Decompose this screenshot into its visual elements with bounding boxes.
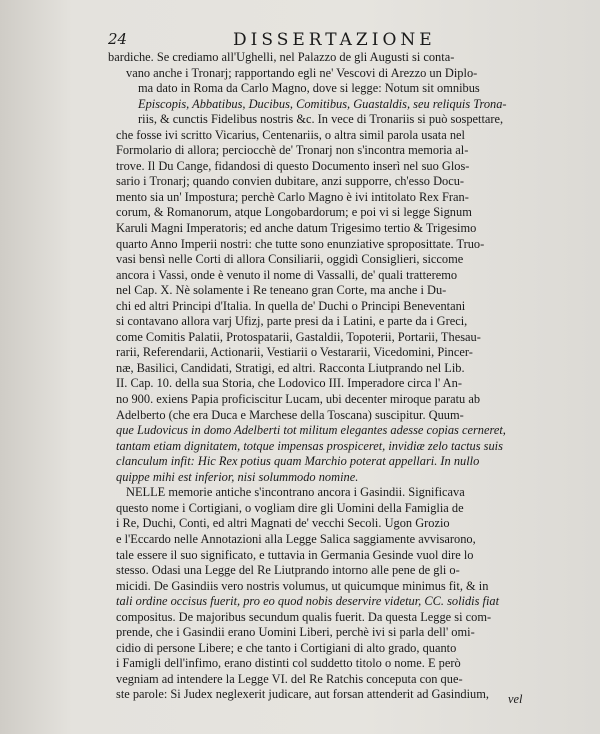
text-line: ste parole: Si Judex neglexerit judicare, aut forsan attenderit ad Gasindium, (116, 687, 489, 702)
text-line: Formolario di allora; perciocchè de' Tronarj non s'incontra memoria al- (116, 143, 469, 158)
text-line: si contavano allora varj Ufizj, parte presi da i Latini, e parte da i Greci, (116, 314, 468, 329)
text-line: quarto Anno Imperii nostri: che tutte sono enunziative sproposittate. Truo- (116, 236, 485, 251)
text-line: bardiche. Se crediamo all'Ughelli, nel Palazzo de gli Augusti si conta- (108, 50, 455, 64)
text-line: e l'Eccardo nelle Annotazioni alla Legge Salica saggiamente avvisarono, (116, 531, 476, 546)
text-line: vegniam ad intendere la Legge VI. del Re Ratchis conceputa con que- (116, 671, 463, 686)
text-line: tali ordine occisus fuerit, pro eo quod nobis deservire videtur, CC. solidis fiat (116, 594, 500, 609)
text-line: nel Cap. X. Nè solamente i Re teneano gran Corte, ma anche i Du- (116, 283, 447, 298)
text-line: stesso. Odasi una Legge del Re Liutprando intorno alle pene de gli o- (116, 563, 460, 578)
text-line: quippe mihi est inferior, nisi solummodo nomine. (116, 469, 359, 484)
text-line: ancora i Vassi, onde è venuto il nome di Vassalli, de' quali tratteremo (116, 267, 458, 282)
text-line: sario i Tronarj; quando convien dubitare, anzi supporre, ch'esso Docu- (116, 174, 465, 189)
text-line: rarii, Referendarii, Actionarii, Vestiarii o Vestararii, Vicedomini, Pincer- (116, 345, 473, 360)
text-line: Karuli Magni Imperatoris; ed anche datum Trigesimo tertio & Trigesimo (116, 221, 477, 236)
body-text (108, 50, 548, 703)
paragraph-start-line: NELLE memorie antiche s'incontrano ancora i Gasindii. Significava (126, 485, 465, 500)
text-line: micidi. De Gasindiis vero nostris volumus, ut quicumque minimus fit, & in (116, 578, 489, 593)
text-line: vasi bensì nelle Corti di allora Consiliarii, oggidì Consiglieri, siccome (116, 252, 464, 267)
text-line: cidio di persone Libere; e che tanto i Cortigiani di alto grado, quanto (116, 640, 457, 655)
text-line: i Famigli dell'infimo, erano distinti col suddetto titolo o nome. E però (116, 656, 461, 671)
text-line: mento sia un' Impostura; perchè Carlo Magno è ivi intitolato Rex Fran- (116, 189, 469, 204)
text-line: II. Cap. 10. della sua Storia, che Lodovico III. Imperadore circa l' An- (116, 376, 462, 391)
text-line: corum, & Romanorum, atque Longobardorum; e poi vi si legge Signum (116, 205, 472, 220)
page-header (108, 30, 483, 52)
text-line: i Re, Duchi, Conti, ed altri Magnati de' vecchi Secoli. Ugon Grozio (116, 516, 450, 531)
text-line: tale essere il suo significato, e tuttavia in Germania Gesinde vuol dire lo (116, 547, 474, 562)
text-line: riis, & cunctis Fidelibus nostris &c. In vece di Tronariis si può sospettare, (138, 112, 504, 127)
text-line: que Ludovicus in domo Adelberti tot militum elegantes adesse copias cerneret, (116, 423, 506, 438)
page-number: 24 (108, 30, 128, 48)
text-line: clanculum infit: Hic Rex potius quam Marchio poterat appellari. In nullo (116, 454, 480, 469)
text-line: Episcopis, Abbatibus, Ducibus, Comitibus, Guastaldis, seu reliquis Trona- (138, 96, 507, 111)
text-line: næ, Basilici, Candidati, Stratigi, ed altri. Racconta Liutprando nel Lib. (116, 360, 465, 375)
text-line: questo nome i Cortigiani, o vogliam dire gli Uomini della Famiglia de (116, 500, 464, 515)
text-line: ma dato in Roma da Carlo Magno, dove si legge: Notum sit omnibus (138, 81, 480, 96)
text-line: no 900. exiens Papia proficiscitur Lucam, ubi decenter miroque paratu ab (116, 392, 481, 407)
text-line: Adelberto (che era Duca e Marchese della Toscana) suscipitur. Quum- (116, 407, 464, 422)
text-line: vano anche i Tronarj; rapportando egli ne' Vescovi di Arezzo un Diplo- (126, 65, 478, 80)
text-line: che fosse ivi scritto Vicarius, Centenariis, o altra simil parola usata nel (116, 127, 465, 142)
text-line: prende, che i Gasindii erano Uomini Liberi, perchè ivi si parla dell' omi- (116, 625, 475, 640)
text-line: chi ed altri Principi d'Italia. In quella de' Duchi o Principi Beneventani (116, 298, 466, 313)
text-line: compositus. De majoribus secundum qualis fuerit. Da questa Legge si com- (116, 609, 492, 624)
text-line: come Comitis Palatii, Protospatarii, Gastaldii, Topoterii, Portarii, Thesau- (116, 329, 481, 344)
catchword: vel (508, 692, 523, 706)
running-title: DISSERTAZIONE (233, 30, 436, 50)
text-line: tantam etiam dignitatem, totque impensas prospiceret, invidiæ zelo tactus suis (116, 438, 503, 453)
text-line: trove. Il Du Cange, fidandosi di questo Documento inserì nel suo Glos- (116, 158, 470, 173)
